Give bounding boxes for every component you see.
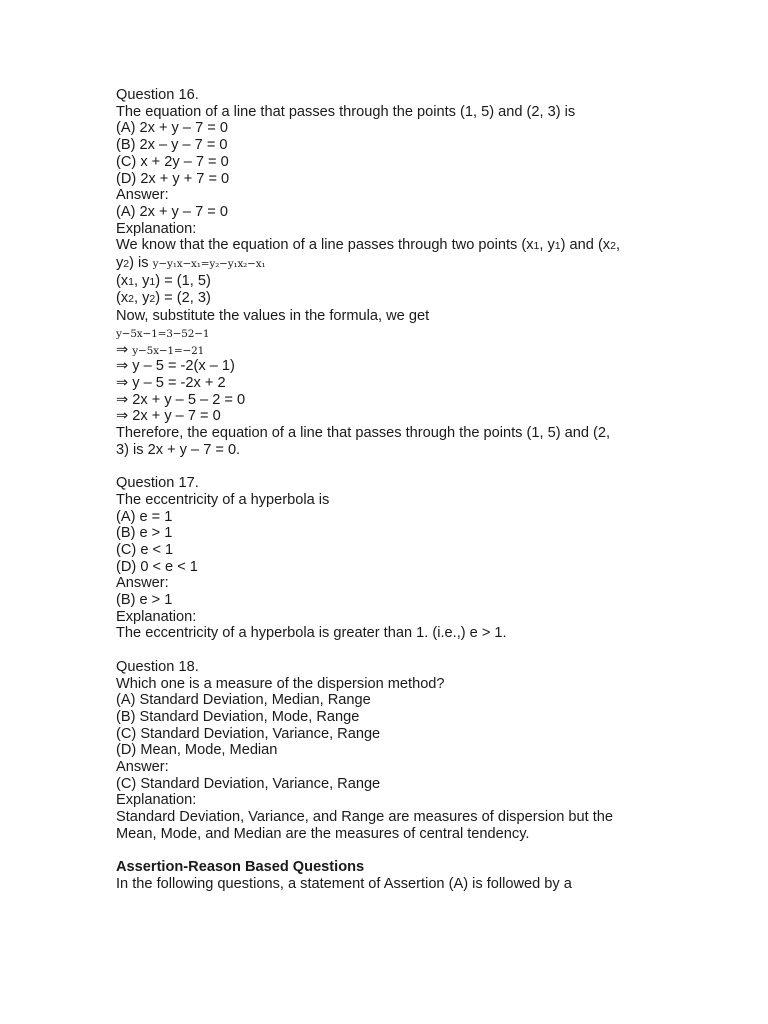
option-a: (A) 2x + y – 7 = 0 [116,120,228,137]
subscript: 1 [533,240,540,253]
option-c: (C) Standard Deviation, Variance, Range [116,725,381,742]
point-text: (x [116,290,129,307]
section-heading: Assertion-Reason Based Questions [116,859,365,876]
question-title: Question 17. [116,475,199,492]
option-a: (A) e = 1 [116,508,173,525]
question-title: Question 18. [116,658,199,675]
assertion-reason-section [116,859,676,892]
question-stem: Which one is a measure of the dispersion method? [116,675,445,692]
step-line: ⇒ 2x + y – 7 = 0 [116,408,221,425]
answer-label: Answer: [116,759,169,776]
option-b: (B) e > 1 [116,525,173,542]
option-b: (B) Standard Deviation, Mode, Range [116,708,360,725]
subscript: 1 [128,275,135,288]
question-stem: The equation of a line that passes through the points (1, 5) and (2, 3) is [116,103,576,120]
question-18 [116,659,676,843]
point-text: , y [134,272,150,289]
question-title: Question 16. [116,87,199,103]
question-16 [116,87,676,458]
formula: y−y₁x−x₁=y₂−y₁x₂−x₁ [152,258,266,271]
conclusion-line: 3) is 2x + y – 7 = 0. [116,441,241,458]
step-line: ⇒ y – 5 = -2(x – 1) [116,358,235,375]
explanation-text: We know that the equation of a line passes through two points (x [116,237,534,254]
point-two [116,290,676,308]
subscript: 1 [554,240,561,253]
option-c: (C) x + 2y – 7 = 0 [116,153,229,170]
option-c: (C) e < 1 [116,541,174,558]
formula: y−5x−1=3−52−1 [116,327,210,340]
spacer [116,843,676,860]
substitute-text: Now, substitute the values in the formula, we get [116,308,430,325]
formula: y−5x−1=−21 [132,344,205,357]
option-a: (A) Standard Deviation, Median, Range [116,692,371,709]
option-d: (D) 2x + y + 7 = 0 [116,170,230,187]
explanation-text: y [116,255,124,272]
conclusion-line: Therefore, the equation of a line that passes through the points (1, 5) and (2, [116,425,611,442]
explanation-label: Explanation: [116,220,197,237]
point-text: ) = (1, 5) [155,272,211,289]
spacer [116,642,676,659]
point-text: (x [116,272,129,289]
question-stem: The eccentricity of a hyperbola is [116,491,330,508]
formula-line [116,342,676,359]
step-line: ⇒ 2x + y – 5 – 2 = 0 [116,391,246,408]
question-17 [116,475,676,642]
formula-line [116,325,676,342]
subscript: 2 [610,240,616,253]
section-intro: In the following questions, a statement of Assertion (A) is followed by a [116,875,572,892]
answer-label: Answer: [116,187,169,204]
point-one [116,273,676,291]
option-d: (D) 0 < e < 1 [116,558,198,575]
answer-text: (B) e > 1 [116,592,173,609]
step-line: ⇒ y – 5 = -2x + 2 [116,374,226,391]
subscript: 2 [149,293,156,306]
explanation-text: , y [539,237,555,254]
explanation-line [116,237,676,255]
explanation-text: Mean, Mode, and Median are the measures of central tendency. [116,825,530,842]
document-page [116,87,676,893]
option-b: (B) 2x – y – 7 = 0 [116,137,228,154]
subscript: 2 [128,293,135,306]
explanation-text: ) and (x [560,237,611,254]
explanation-label: Explanation: [116,608,197,625]
answer-text: (A) 2x + y – 7 = 0 [116,203,228,220]
point-text: ) = (2, 3) [155,290,211,307]
explanation-text: ) is [129,255,153,272]
explanation-text: Standard Deviation, Variance, and Range are measures of dispersion but the [116,809,614,826]
explanation-label: Explanation: [116,792,197,809]
answer-label: Answer: [116,575,169,592]
explanation-text: , [615,237,621,254]
explanation-text: The eccentricity of a hyperbola is greater than 1. (i.e.,) e > 1. [116,625,507,642]
subscript: 2 [123,258,130,271]
spacer [116,458,676,475]
point-text: , y [134,290,150,307]
implies-arrow: ⇒ [116,341,133,358]
option-d: (D) Mean, Mode, Median [116,742,278,759]
answer-text: (C) Standard Deviation, Variance, Range [116,775,381,792]
subscript: 1 [149,275,156,288]
explanation-line [116,255,676,273]
